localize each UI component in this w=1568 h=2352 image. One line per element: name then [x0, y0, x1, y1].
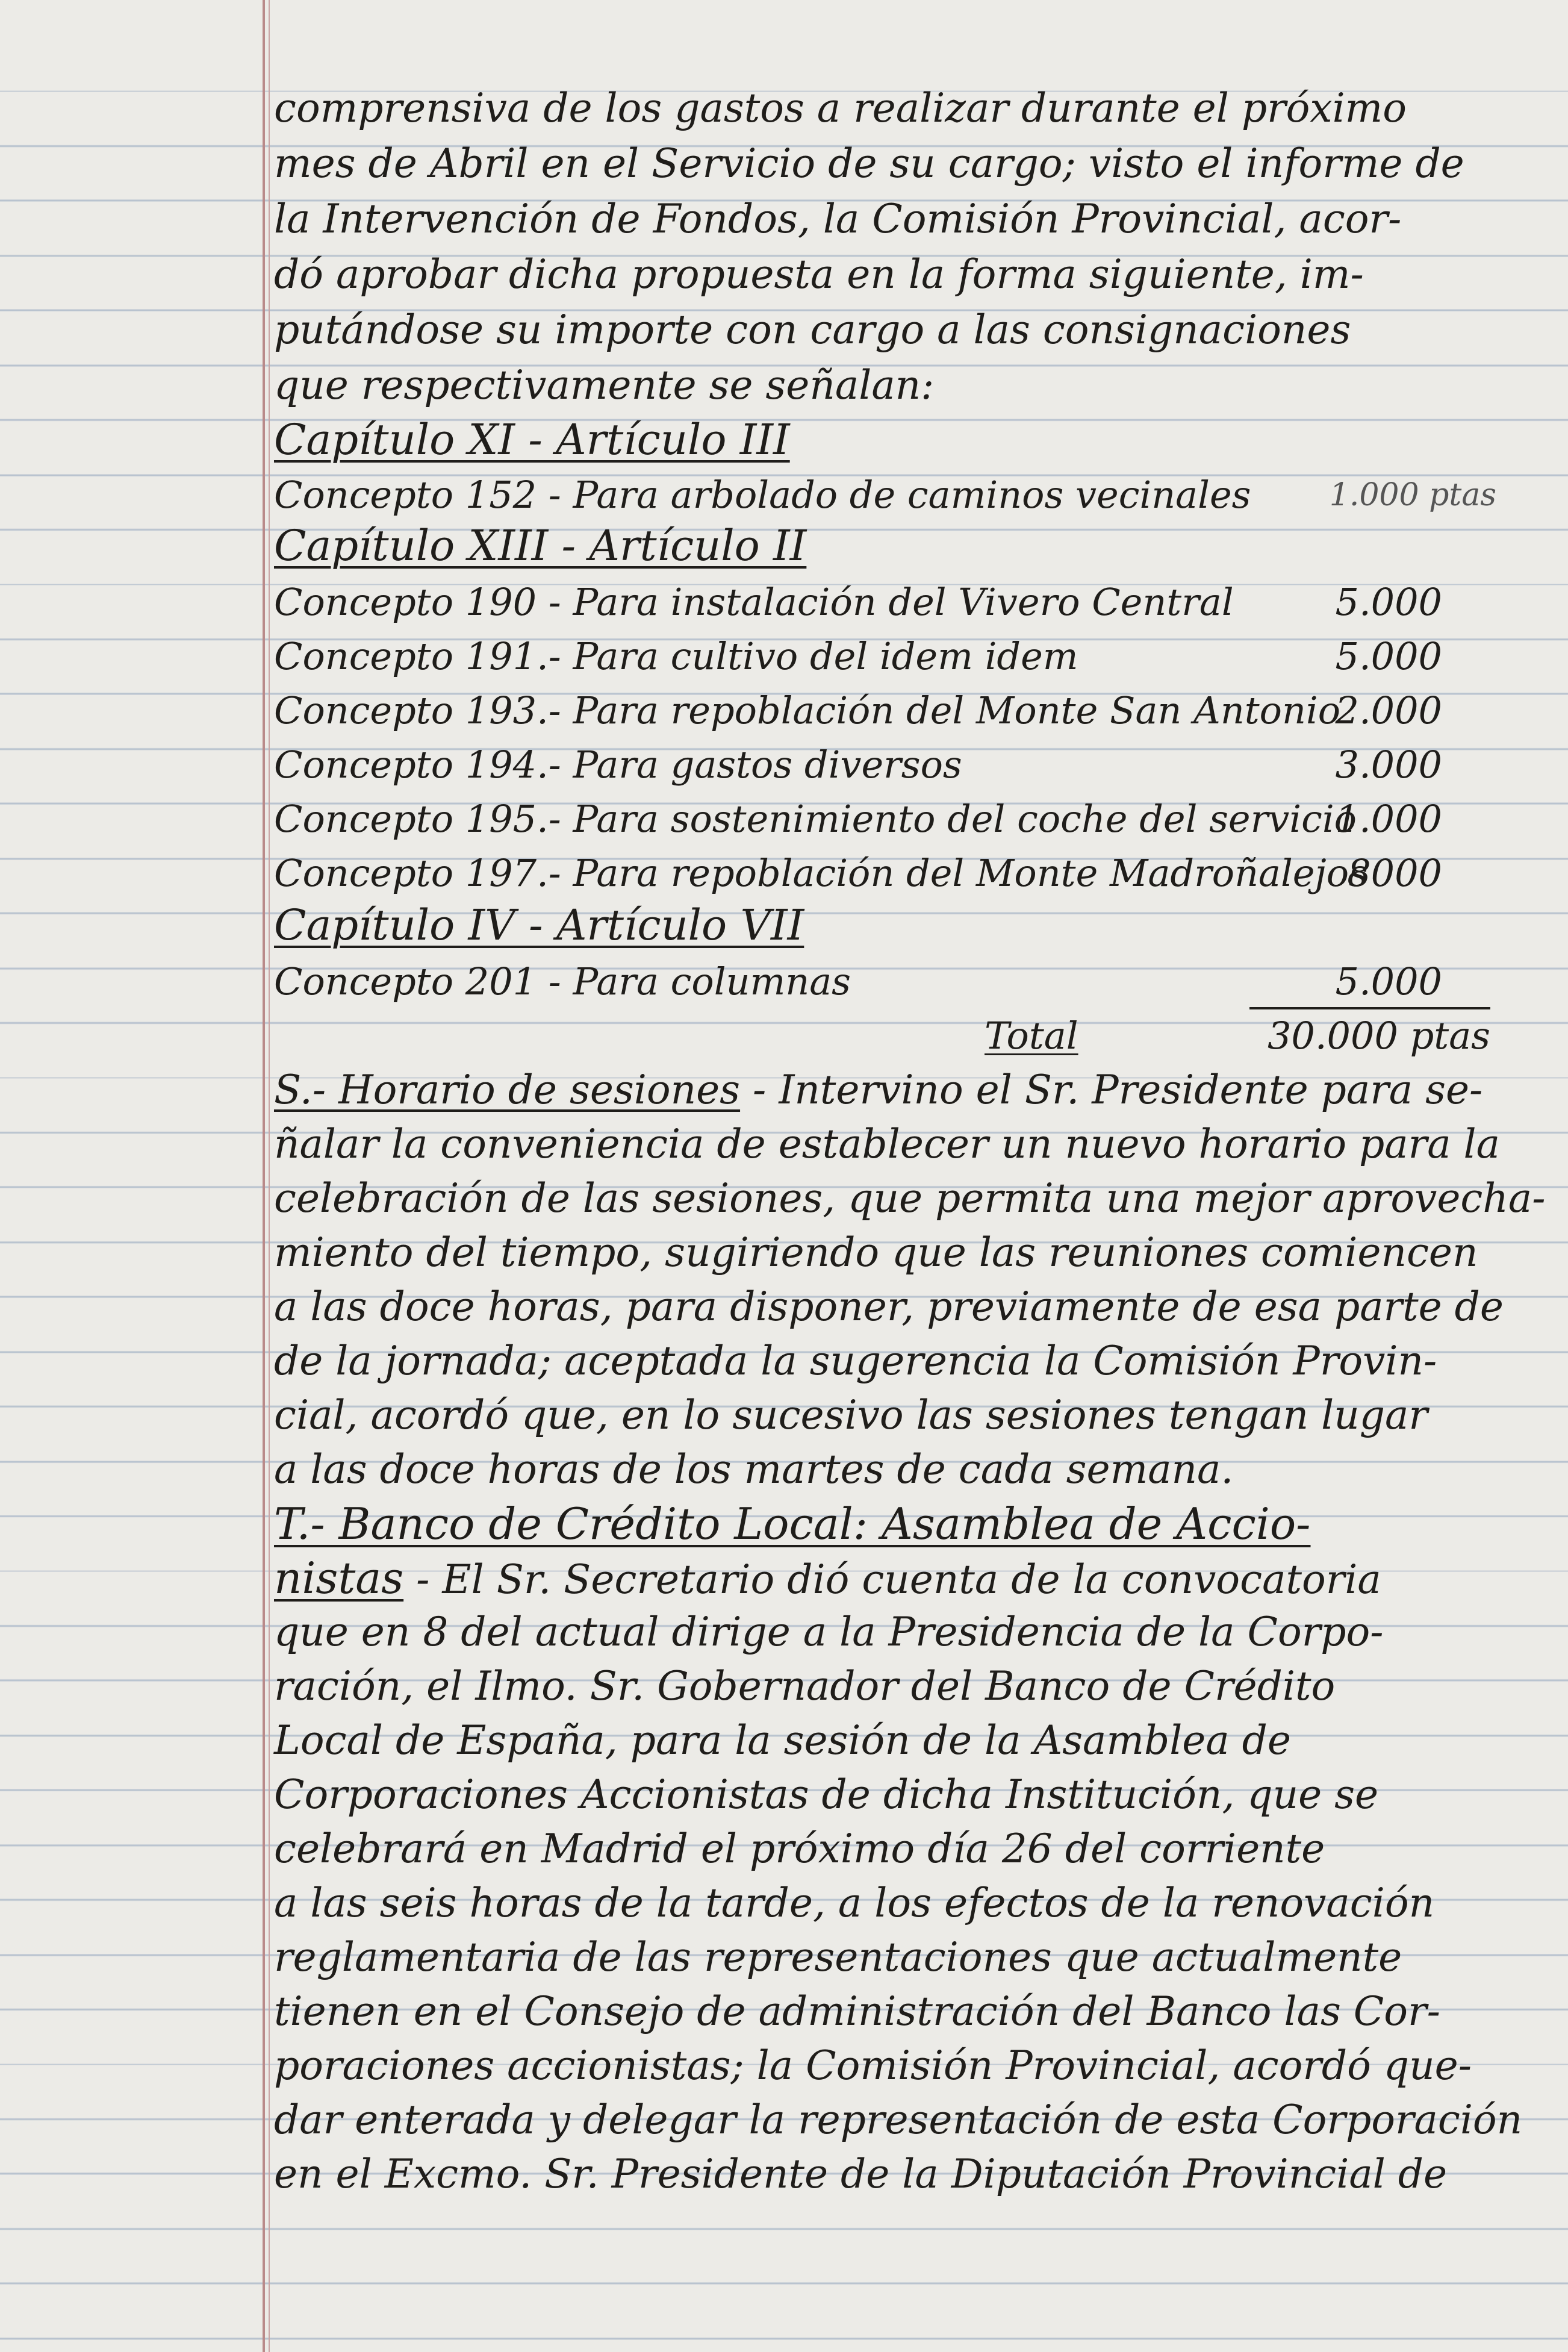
total-rule [1249, 1007, 1490, 1009]
text-line: Local de España, para la sesión de la Asamblea de [274, 1717, 1291, 1764]
concept-line: Concepto 193.- Para repoblación del Monte San Antonio [274, 688, 1341, 732]
text-line: cial, acordó que, en lo sucesivo las sesiones tengan lugar [274, 1392, 1428, 1438]
concept-line: Concepto 152 - Para arbolado de caminos vecinales [274, 473, 1251, 517]
text-line: dó aprobar dicha propuesta en la forma siguiente, im- [274, 251, 1364, 298]
concept-amount: 5.000 [1335, 580, 1442, 624]
section-s-title-line [274, 1066, 1482, 1114]
section-t-second-line [274, 1554, 1381, 1604]
text-line: celebración de las sesiones, que permita una mejor aprovecha- [274, 1175, 1546, 1221]
concept-amount: 1.000 ptas [1329, 477, 1496, 513]
concept-amount: 2.000 [1335, 688, 1442, 732]
concept-amount: 5.000 [1335, 959, 1442, 1003]
concept-amount: 1.000 [1335, 797, 1442, 841]
margin-line [263, 0, 265, 2352]
chapter-heading: Capítulo XIII - Artículo II [274, 521, 807, 570]
section-t-title-cont: nistas [274, 1553, 404, 1603]
section-t-title-line [274, 1500, 1311, 1548]
section-t-title: T.- Banco de Crédito Local: Asamblea de Accio- [274, 1499, 1311, 1549]
text-line: tienen en el Consejo de administración del Banco las Cor- [274, 1988, 1440, 2035]
text-line: a las seis horas de la tarde, a los efectos de la renovación [274, 1880, 1435, 1926]
text-line: putándose su importe con cargo a las consignaciones [274, 307, 1351, 353]
margin-line-inner [269, 0, 270, 2352]
concept-amount: 5.000 [1335, 634, 1442, 678]
chapter-heading: Capítulo XI - Artículo III [274, 415, 790, 464]
section-s-first-line: - Intervino el Sr. Presidente para se- [753, 1067, 1483, 1113]
text-line: ración, el Ilmo. Sr. Gobernador del Banco de Crédito [274, 1663, 1336, 1709]
text-line: Corporaciones Accionistas de dicha Institución, que se [274, 1771, 1379, 1818]
text-line: de la jornada; aceptada la sugerencia la Comisión Provin- [274, 1338, 1437, 1384]
text-line: miento del tiempo, sugiriendo que las reuniones comiencen [274, 1229, 1478, 1276]
concept-line: Concepto 194.- Para gastos diversos [274, 743, 962, 787]
total-label: Total [985, 1014, 1078, 1058]
concept-line: Concepto 197.- Para repoblación del Monte Madroñalejos [274, 851, 1368, 895]
concept-line: Concepto 191.- Para cultivo del idem idem [274, 634, 1078, 678]
text-line: reglamentaria de las representaciones que actualmente [274, 1934, 1402, 1980]
concept-line: Concepto 201 - Para columnas [274, 959, 851, 1003]
text-line: en el Excmo. Sr. Presidente de la Diputación Provincial de [274, 2151, 1448, 2197]
text-line: mes de Abril en el Servicio de su cargo; visto el informe de [274, 140, 1464, 187]
text-line: a las doce horas, para disponer, previamente de esa parte de [274, 1284, 1504, 1330]
section-s-title: S.- Horario de sesiones [274, 1067, 741, 1113]
concept-amount: 3.000 [1335, 743, 1442, 787]
concept-amount: 8000 [1347, 851, 1442, 895]
section-t-first-line: - El Sr. Secretario dió cuenta de la convocatoria [416, 1556, 1381, 1603]
text-line: la Intervención de Fondos, la Comisión Provincial, acor- [274, 196, 1402, 242]
text-line: poraciones accionistas; la Comisión Provincial, acordó que- [274, 2042, 1472, 2089]
text-line: que en 8 del actual dirige a la Presidencia de la Corpo- [274, 1609, 1384, 1655]
text-line: celebrará en Madrid el próximo día 26 del corriente [274, 1826, 1325, 1872]
text-line: ñalar la conveniencia de establecer un nuevo horario para la [274, 1121, 1500, 1167]
text-line: dar enterada y delegar la representación de esta Corporación [274, 2097, 1523, 2143]
concept-line: Concepto 190 - Para instalación del Vivero Central [274, 580, 1234, 624]
total-value: 30.000 ptas [1267, 1014, 1490, 1058]
text-line: comprensiva de los gastos a realizar durante el próximo [274, 85, 1407, 131]
text-line: a las doce horas de los martes de cada semana. [274, 1446, 1234, 1493]
concept-line: Concepto 195.- Para sostenimiento del coche del servicio [274, 797, 1357, 841]
chapter-heading: Capítulo IV - Artículo VII [274, 900, 804, 950]
text-line: que respectivamente se señalan: [274, 362, 935, 408]
